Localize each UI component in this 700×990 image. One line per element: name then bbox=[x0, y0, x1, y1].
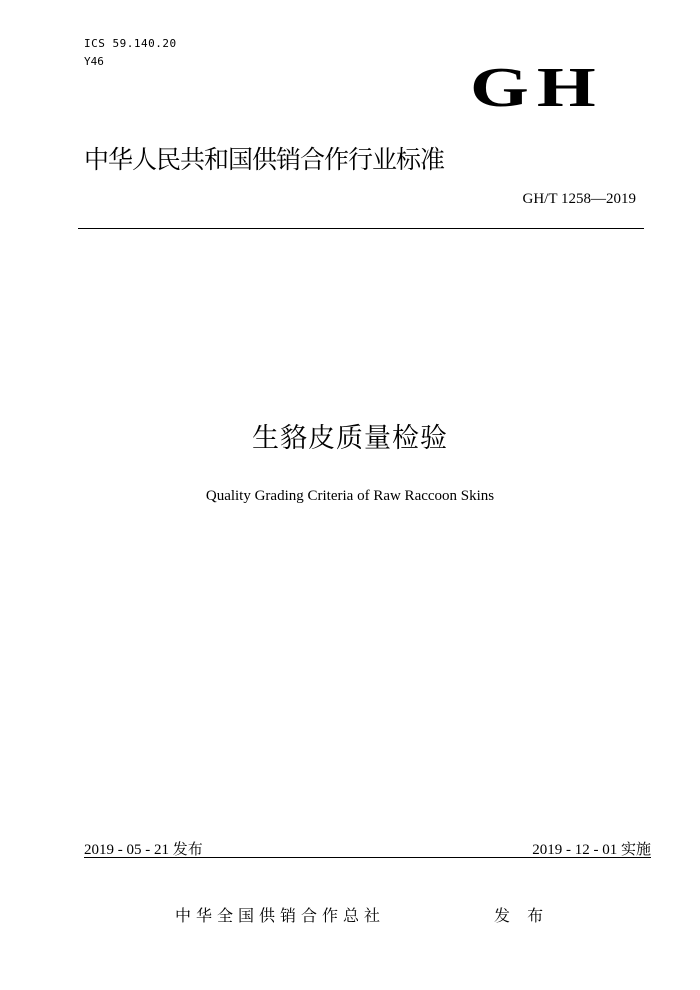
standard-number: GH/T 1258—2019 bbox=[522, 191, 636, 207]
gh-logo: GH bbox=[470, 57, 604, 119]
ics-code: ICS 59.140.20 bbox=[84, 37, 177, 50]
publisher-name: 中华全国供销合作总社 bbox=[175, 906, 386, 925]
document-title-english: Quality Grading Criteria of Raw Raccoon Skins bbox=[205, 488, 495, 504]
standard-title: 中华人民共和国供销合作行业标准 bbox=[84, 145, 445, 174]
implementation-date: 2019 - 12 - 01 实施 bbox=[532, 842, 651, 858]
document-title-chinese: 生貉皮质量检验 bbox=[252, 423, 448, 454]
header-divider bbox=[78, 228, 644, 229]
issue-date: 2019 - 05 - 21 发布 bbox=[84, 842, 203, 858]
publish-label: 发 布 bbox=[494, 906, 550, 925]
footer-divider bbox=[84, 857, 651, 858]
classification-code: Y46 bbox=[84, 55, 104, 68]
